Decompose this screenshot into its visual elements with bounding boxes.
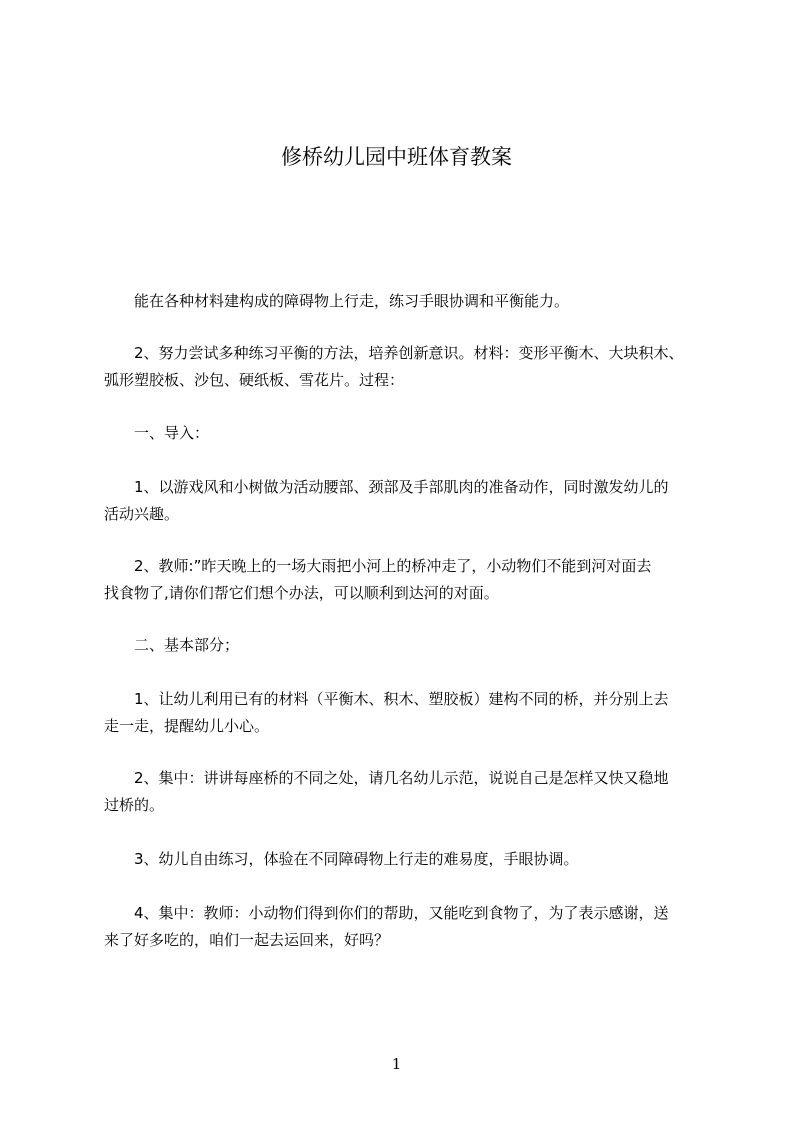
paragraph-main-step-2 [104, 765, 734, 819]
paragraph-main-step-1 [104, 686, 734, 740]
paragraph-line: 3、幼儿自由练习，体验在不同障碍物上行走的难易度，手眼协调。 [104, 850, 579, 868]
paragraph-objective-1 [104, 288, 734, 315]
section-heading-intro [104, 420, 734, 447]
paragraph-line: 来了好多吃的，咱们一起去运回来，好吗？ [104, 931, 390, 949]
paragraph-line: 弧形塑胶板、沙包、硬纸板、雪花片。过程： [104, 371, 405, 389]
paragraph-line: 一、导入： [104, 424, 210, 442]
page-number: 1 [391, 1055, 402, 1073]
paragraph-intro-step-1 [104, 474, 734, 528]
paragraph-main-step-4 [104, 900, 734, 954]
paragraph-line: 2、努力尝试多种练习平衡的方法，培养创新意识。材料：变形平衡木、大块积木、 [104, 344, 684, 362]
paragraph-line: 走一走，提醒幼儿小心。 [104, 717, 270, 735]
paragraph-objective-2 [104, 340, 734, 394]
paragraph-line: 2、集中：讲讲每座桥的不同之处，请几名幼儿示范，说说自己是怎样又快又稳地 [104, 769, 669, 787]
paragraph-line: 1、以游戏风和小树做为活动腰部、颈部及手部肌肉的准备动作，同时激发幼儿的 [104, 478, 669, 496]
document-title: 修桥幼儿园中班体育教案 [281, 145, 512, 169]
paragraph-main-step-3 [104, 846, 734, 873]
paragraph-line: 找食物了,请你们帮它们想个办法，可以顺利到达河的对面。 [104, 584, 499, 602]
paragraph-line: 2、教师:”昨天晚上的一场大雨把小河上的桥冲走了，小动物们不能到河对面去 [104, 557, 652, 575]
paragraph-intro-step-2 [104, 553, 734, 607]
paragraph-line: 过桥的。 [104, 796, 165, 814]
paragraph-line: 1、让幼儿利用已有的材料（平衡木、积木、塑胶板）建构不同的桥，并分别上去 [104, 690, 669, 708]
paragraph-line: 活动兴趣。 [104, 505, 180, 523]
paragraph-line: 能在各种材料建构成的障碍物上行走，练习手眼协调和平衡能力。 [104, 292, 570, 310]
paragraph-line: 二、基本部分； [104, 636, 240, 654]
section-heading-main [104, 632, 734, 659]
paragraph-line: 4、集中：教师：小动物们得到你们的帮助，又能吃到食物了，为了表示感谢，送 [104, 904, 669, 922]
